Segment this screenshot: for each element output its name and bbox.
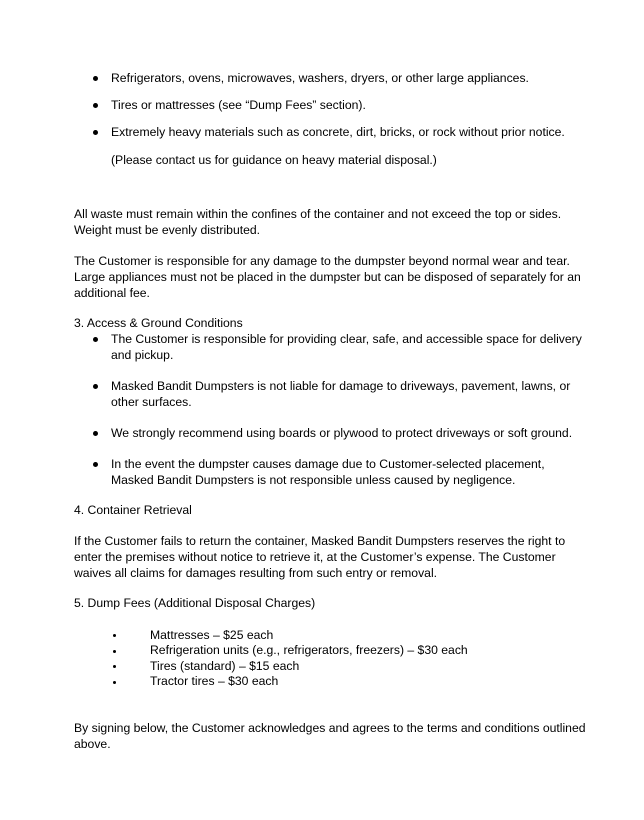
list-item: Refrigerators, ovens, microwaves, washers, dryers, or other large appliances. <box>111 71 529 85</box>
list-item: Tires or mattresses (see “Dump Fees” section). <box>111 98 366 112</box>
bullet-icon <box>93 462 98 467</box>
section-heading: 3. Access & Ground Conditions <box>74 316 243 330</box>
list-item: In the event the dumpster causes damage due to Customer-selected placement, <box>111 457 545 471</box>
list-item: other surfaces. <box>111 395 192 409</box>
bullet-icon <box>113 681 116 684</box>
fee-item: Tractor tires – $30 each <box>150 674 279 688</box>
bullet-icon <box>93 130 98 135</box>
heavy-material-note: (Please contact us for guidance on heavy material disposal.) <box>111 153 437 167</box>
paragraph-line: All waste must remain within the confines of the container and not exceed the top or sides. <box>74 207 562 221</box>
section-heading: 4. Container Retrieval <box>74 503 192 517</box>
bullet-icon <box>93 337 98 342</box>
paragraph-line: The Customer is responsible for any damage to the dumpster beyond normal wear and tear. <box>74 254 570 268</box>
bullet-icon <box>113 650 116 653</box>
bullet-icon <box>113 665 116 668</box>
fee-item: Tires (standard) – $15 each <box>150 659 300 673</box>
paragraph-line: If the Customer fails to return the container, Masked Bandit Dumpsters reserves the right to <box>74 534 566 548</box>
paragraph-line: additional fee. <box>74 286 150 300</box>
paragraph-line: enter the premises without notice to retrieve it, at the Customer’s expense. The Customer <box>74 550 556 564</box>
list-item: Extremely heavy materials such as concrete, dirt, bricks, or rock without prior notice. <box>111 125 565 139</box>
paragraph-line: Large appliances must not be placed in the dumpster but can be disposed of separately for an <box>74 270 581 284</box>
bullet-icon <box>113 634 116 637</box>
paragraph-line: above. <box>74 737 111 751</box>
list-item: Masked Bandit Dumpsters is not liable for damage to driveways, pavement, lawns, or <box>111 379 571 393</box>
list-item: and pickup. <box>111 348 174 362</box>
paragraph-line: waives all claims for damages resulting from such entry or removal. <box>74 566 438 580</box>
bullet-icon <box>93 76 98 81</box>
bullet-icon <box>93 384 98 389</box>
paragraph-line: Weight must be evenly distributed. <box>74 223 261 237</box>
list-item: Masked Bandit Dumpsters is not responsible unless caused by negligence. <box>111 473 516 487</box>
bullet-icon <box>93 103 98 108</box>
fee-item: Mattresses – $25 each <box>150 628 274 642</box>
fee-item: Refrigeration units (e.g., refrigerators, freezers) – $30 each <box>150 643 468 657</box>
list-item: We strongly recommend using boards or plywood to protect driveways or soft ground. <box>111 426 573 440</box>
bullet-icon <box>93 431 98 436</box>
paragraph-line: By signing below, the Customer acknowledges and agrees to the terms and conditions outlined <box>74 721 586 735</box>
list-item: The Customer is responsible for providing clear, safe, and accessible space for delivery <box>111 332 582 346</box>
section-heading: 5. Dump Fees (Additional Disposal Charges) <box>74 596 316 610</box>
